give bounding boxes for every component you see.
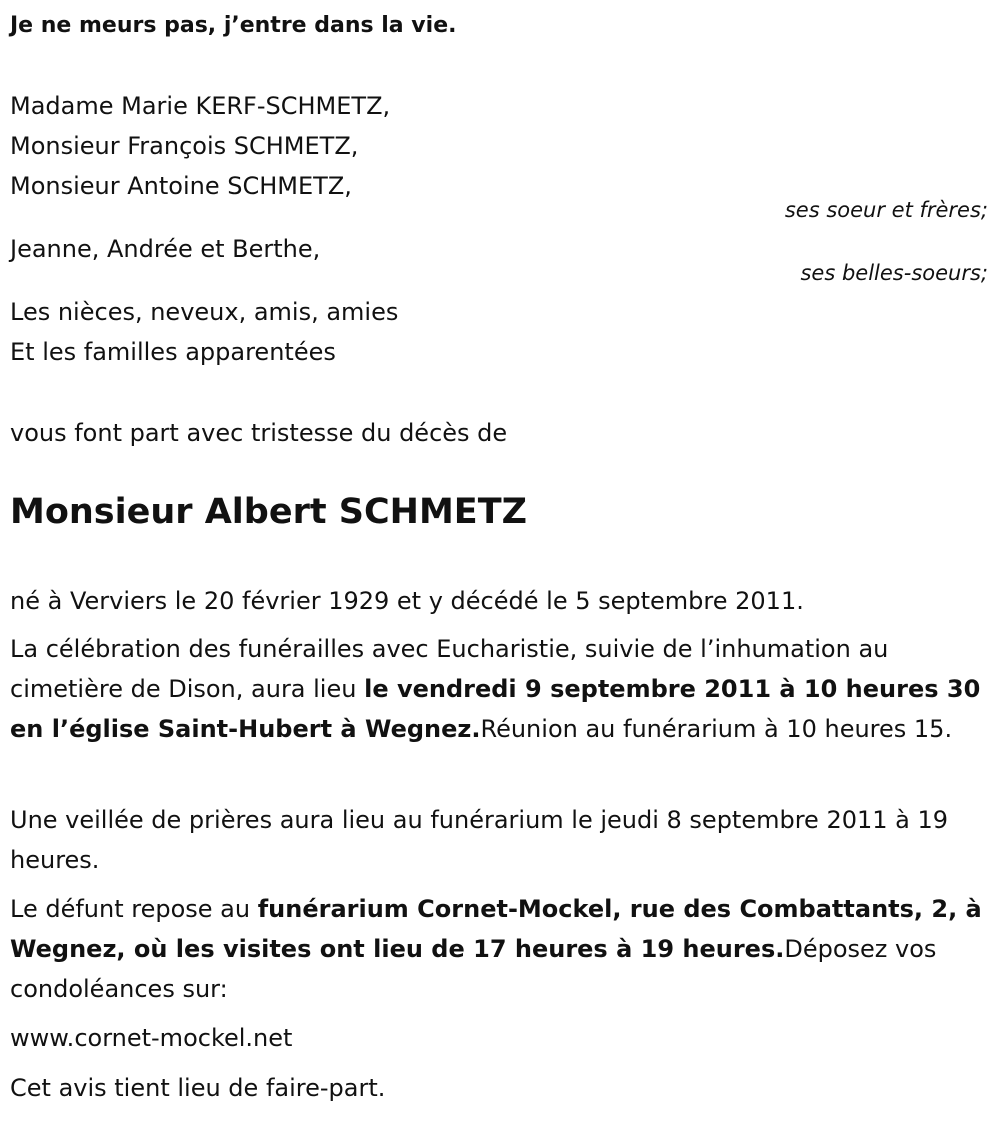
siblings-relation: ses soeur et frères;	[784, 198, 988, 222]
funeral-when-where: le vendredi 9 septembre 2011 à 10 heures 30 en l’église Saint-Hubert à Wegnez.	[10, 675, 981, 743]
website-link[interactable]: www.cornet-mockel.net	[10, 1024, 293, 1052]
repose-intro: Le défunt repose au	[10, 895, 258, 923]
sisters-in-law-relation: ses belles-soeurs;	[800, 261, 988, 285]
epigraph: Je ne meurs pas, j’entre dans la vie.	[10, 13, 457, 38]
deceased-name: Monsieur Albert SCHMETZ	[10, 492, 527, 532]
sibling-name: Monsieur François SCHMETZ,	[10, 132, 359, 160]
sibling-name: Monsieur Antoine SCHMETZ,	[10, 172, 352, 200]
funeral-meeting: Réunion au funérarium à 10 heures 15.	[480, 715, 953, 743]
others-line: Les nièces, neveux, amis, amies	[10, 298, 399, 326]
funeral-intro: La célébration des funérailles avec Eucharistie, suivie de l’inhumation au cimetière de Dison, aura lieu	[10, 635, 889, 703]
others-line: Et les familles apparentées	[10, 338, 336, 366]
repose-paragraph	[10, 889, 985, 1009]
condolences-text: Déposez vos condoléances sur:	[10, 935, 937, 1003]
sibling-name: Madame Marie KERF-SCHMETZ,	[10, 92, 391, 120]
birth-death: né à Verviers le 20 février 1929 et y décédé le 5 septembre 2011.	[10, 587, 804, 615]
repose-place: funérarium Cornet-Mockel, rue des Combattants, 2, à Wegnez, où les visites ont lieu de 17 heures à 19 heures.	[10, 895, 982, 963]
vigil-paragraph: Une veillée de prières aura lieu au funérarium le jeudi 8 septembre 2011 à 19 heures.	[10, 806, 949, 874]
funeral-paragraph	[10, 629, 985, 749]
sisters-in-law-names: Jeanne, Andrée et Berthe,	[10, 235, 321, 263]
announcement: vous font part avec tristesse du décès de	[10, 419, 508, 447]
closing-note: Cet avis tient lieu de faire-part.	[10, 1074, 386, 1102]
